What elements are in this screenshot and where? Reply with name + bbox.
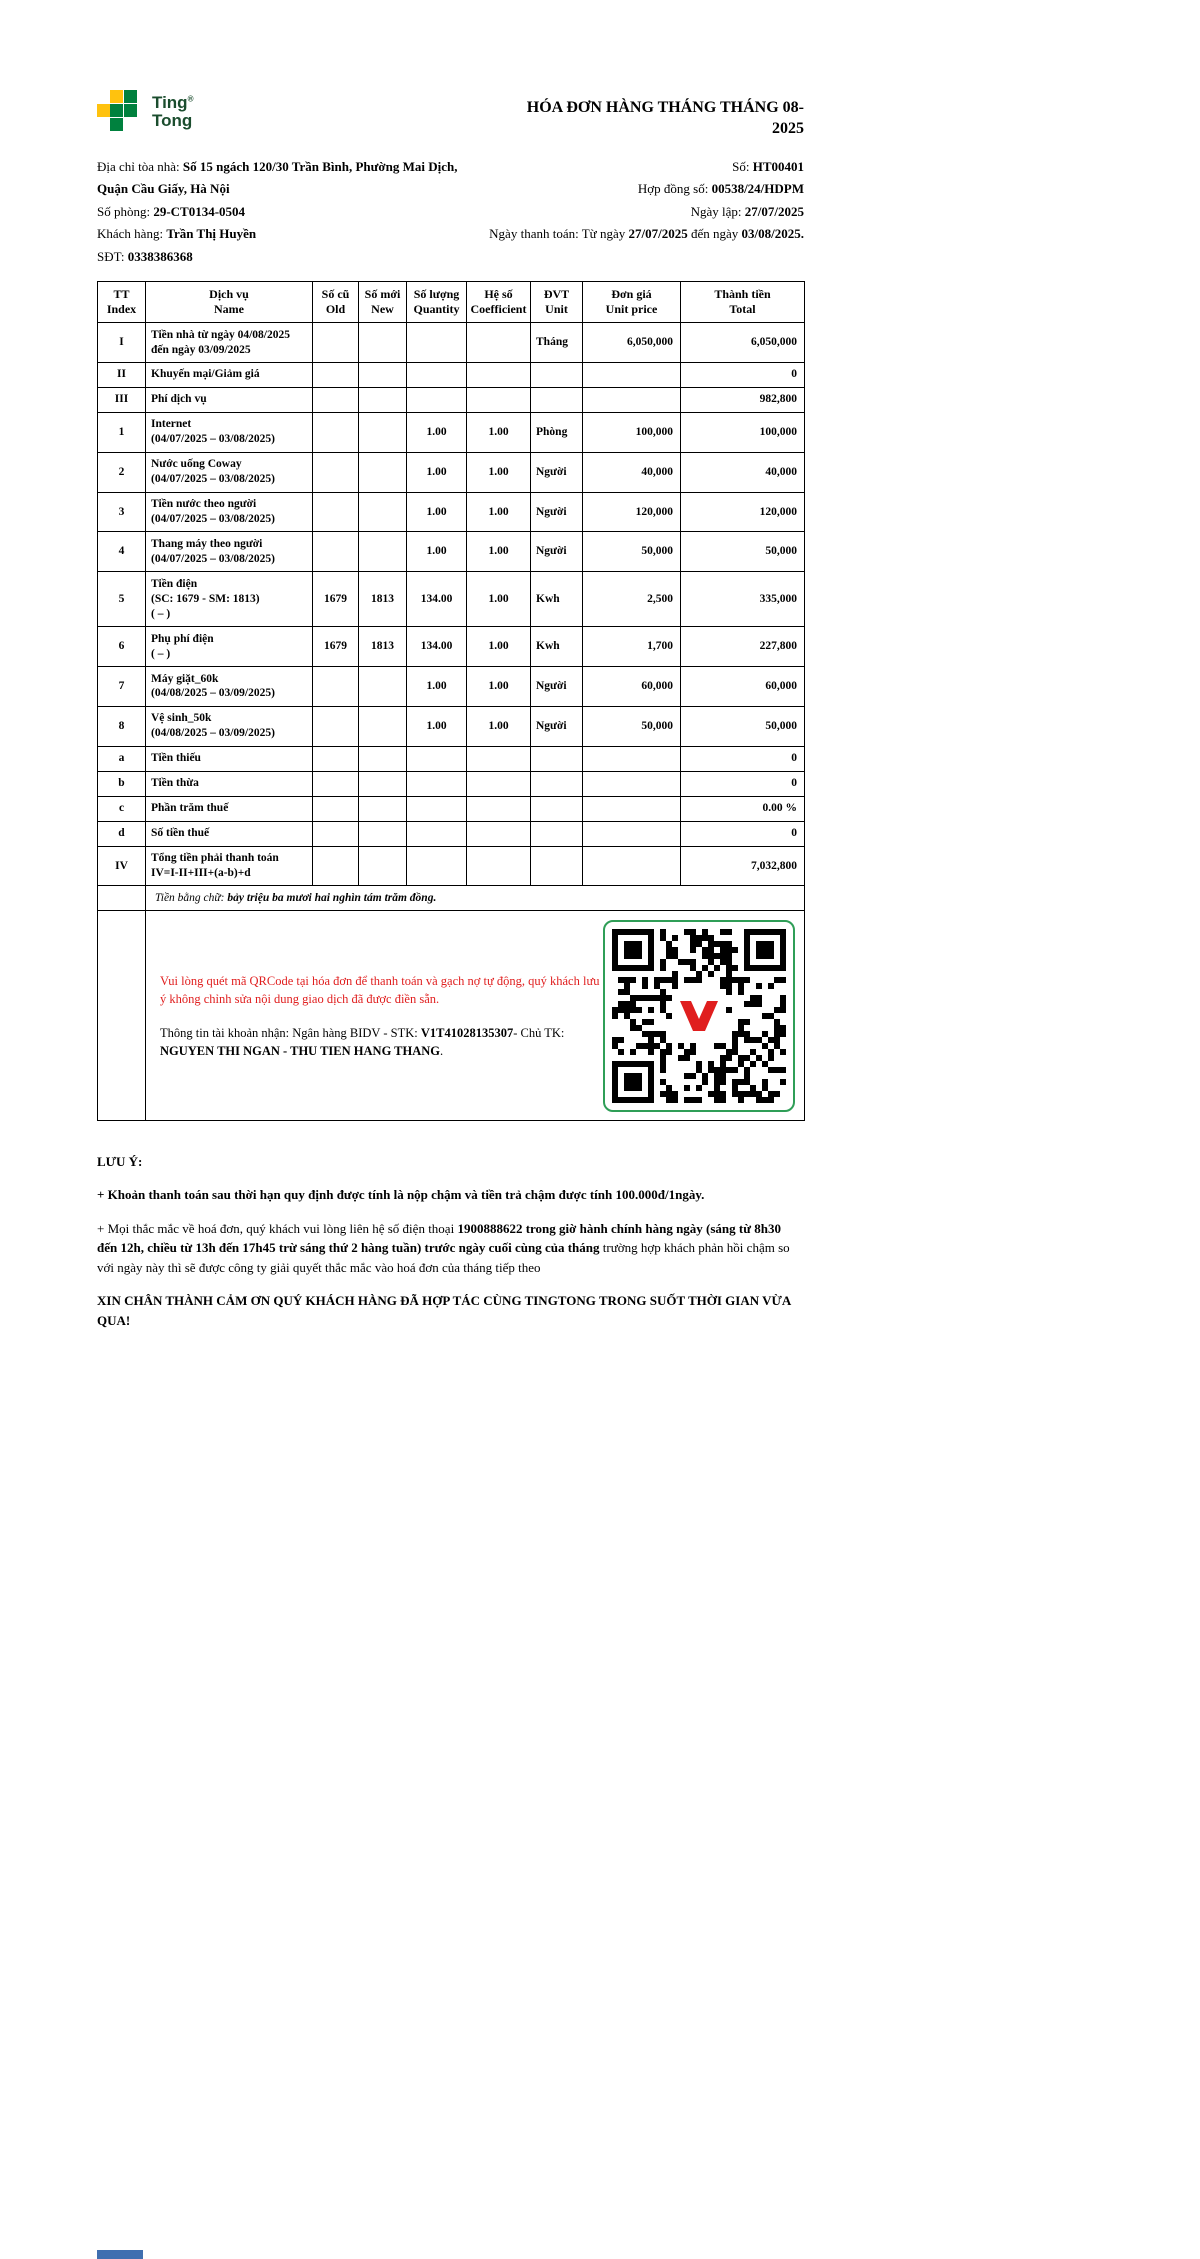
cell-total: 50,000: [681, 706, 805, 746]
cell-total: 40,000: [681, 452, 805, 492]
cell-total: 0: [681, 362, 805, 387]
cell-new-reading: [359, 362, 407, 387]
column-header: Đơn giá Unit price: [583, 282, 681, 323]
cell-unit: [531, 771, 583, 796]
cell-coefficient: 1.00: [467, 572, 531, 627]
cell-old-reading: [313, 492, 359, 532]
cell-quantity: [407, 771, 467, 796]
cell-service-name: Khuyến mại/Giảm giá: [146, 362, 313, 387]
cell-unit-price: 50,000: [583, 532, 681, 572]
cell-unit-price: [583, 387, 681, 412]
cell-total: 982,800: [681, 387, 805, 412]
cell-unit-price: [583, 846, 681, 886]
invoice-table-body: [98, 323, 805, 886]
cell-old-reading: [313, 706, 359, 746]
cell-row-index: 6: [98, 627, 146, 667]
cell-unit: Người: [531, 532, 583, 572]
cell-total: 120,000: [681, 492, 805, 532]
table-row: [98, 362, 805, 387]
brand-logo-icon: [97, 90, 143, 134]
cell-service-name: Tiền nhà từ ngày 04/08/2025 đến ngày 03/09/2025: [146, 323, 313, 363]
qr-row: [98, 911, 805, 1121]
cell-service-name: Tiền thiếu: [146, 746, 313, 771]
cell-new-reading: [359, 492, 407, 532]
invoice-meta-text: Số: HT00401: [732, 158, 804, 174]
cell-unit: Người: [531, 667, 583, 707]
cell-unit-price: [583, 821, 681, 846]
invoice-table: [97, 281, 805, 1121]
header-info-line: [97, 246, 804, 269]
invoice-info: [97, 156, 804, 269]
cell-total: 335,000: [681, 572, 805, 627]
cell-total: 60,000: [681, 667, 805, 707]
cell-old-reading: [313, 452, 359, 492]
notes-heading: LƯU Ý:: [97, 1154, 143, 1170]
cell-total: 6,050,000: [681, 323, 805, 363]
column-header: Hệ số Coefficient: [467, 282, 531, 323]
cell-old-reading: [313, 362, 359, 387]
cell-old-reading: [313, 846, 359, 886]
table-row: [98, 706, 805, 746]
table-row: [98, 492, 805, 532]
invoice-page: [97, 90, 804, 1344]
cell-quantity: 1.00: [407, 412, 467, 452]
cell-row-index: d: [98, 821, 146, 846]
cell-quantity: 134.00: [407, 627, 467, 667]
cell-coefficient: 1.00: [467, 412, 531, 452]
header-info-line: [97, 223, 804, 246]
invoice-meta-text: Hợp đồng số: 00538/24/HDPM: [637, 181, 804, 197]
cell-row-index: a: [98, 746, 146, 771]
brand-name-bottom: Tong: [152, 111, 193, 130]
table-row: [98, 796, 805, 821]
cell-unit: [531, 746, 583, 771]
cell-service-name: Phần trăm thuế: [146, 796, 313, 821]
cell-service-name: Tiền điện (SC: 1679 - SM: 1813) ( – ): [146, 572, 313, 627]
column-header: Thành tiền Total: [681, 282, 805, 323]
cell-new-reading: [359, 771, 407, 796]
cell-total: 0.00 %: [681, 796, 805, 821]
cell-service-name: Internet (04/07/2025 – 03/08/2025): [146, 412, 313, 452]
invoice-title: HÓA ĐƠN HÀNG THÁNG THÁNG 08-2025: [526, 99, 804, 137]
cell-row-index: 3: [98, 492, 146, 532]
cell-row-index: IV: [98, 846, 146, 886]
cell-coefficient: 1.00: [467, 627, 531, 667]
customer-info-text: Số phòng: 29-CT0134-0504: [97, 203, 246, 219]
column-header: ĐVT Unit: [531, 282, 583, 323]
cell-quantity: [407, 746, 467, 771]
page-header: [97, 90, 804, 140]
cell-unit: [531, 846, 583, 886]
cell-unit: Người: [531, 492, 583, 532]
cell-coefficient: [467, 746, 531, 771]
cell-quantity: [407, 362, 467, 387]
cell-unit: Người: [531, 452, 583, 492]
notes-paragraphs: [97, 1185, 804, 1330]
table-row: [98, 627, 805, 667]
table-row: [98, 323, 805, 363]
cell-unit-price: 2,500: [583, 572, 681, 627]
cell-quantity: 1.00: [407, 452, 467, 492]
amount-in-words-row: [98, 886, 805, 911]
cell-row-index: I: [98, 323, 146, 363]
cell-new-reading: [359, 706, 407, 746]
note-paragraph: + Mọi thắc mắc về hoá đơn, quý khách vui lòng liên hệ số điện thoại 1900888622 trong giờ hành chính hàng ngày (sáng từ 8h30 đến 12h, chiều từ 13h đến 17h45 trừ sáng thứ 2 hàng tuần) trước ngày cuối cùng của tháng trường hợp khách phản hồi chậm so với ngày này thì sẽ được công ty giải quyết thắc mắc vào hoá đơn của tháng tiếp theo: [97, 1220, 790, 1275]
cell-new-reading: [359, 667, 407, 707]
cell-new-reading: [359, 412, 407, 452]
cell-service-name: Tiền nước theo người (04/07/2025 – 03/08/2025): [146, 492, 313, 532]
cell-row-index: III: [98, 387, 146, 412]
cell-new-reading: [359, 846, 407, 886]
cell-unit-price: [583, 362, 681, 387]
cell-old-reading: [313, 412, 359, 452]
cell-unit-price: [583, 746, 681, 771]
header-info-line: [97, 201, 804, 224]
cell-service-name: Số tiền thuế: [146, 821, 313, 846]
column-header: Dịch vụ Name: [146, 282, 313, 323]
cell-new-reading: 1813: [359, 627, 407, 667]
cell-quantity: 1.00: [407, 667, 467, 707]
cell-row-index: [98, 886, 146, 911]
cell-total: 0: [681, 821, 805, 846]
cell-row-index: 8: [98, 706, 146, 746]
cell-unit: Người: [531, 706, 583, 746]
cell-service-name: Thang máy theo người (04/07/2025 – 03/08/2025): [146, 532, 313, 572]
cell-new-reading: [359, 452, 407, 492]
header-info-line: [97, 178, 804, 201]
table-row: [98, 412, 805, 452]
cell-quantity: [407, 387, 467, 412]
cell-unit: Kwh: [531, 572, 583, 627]
cell-unit-price: [583, 796, 681, 821]
cell-coefficient: [467, 821, 531, 846]
cell-coefficient: 1.00: [467, 452, 531, 492]
cell-coefficient: [467, 846, 531, 886]
cell-unit-price: 60,000: [583, 667, 681, 707]
cell-total: 100,000: [681, 412, 805, 452]
table-row: [98, 746, 805, 771]
registered-mark: ®: [187, 94, 194, 104]
invoice-table-footer: [98, 886, 805, 1121]
cell-total: 7,032,800: [681, 846, 805, 886]
cell-row-index: II: [98, 362, 146, 387]
cell-old-reading: [313, 532, 359, 572]
cell-new-reading: [359, 821, 407, 846]
note-paragraph: XIN CHÂN THÀNH CẢM ƠN QUÝ KHÁCH HÀNG ĐÃ HỢP TÁC CÙNG TINGTONG TRONG SUỐT THỜI GIAN VỪA QUA!: [97, 1293, 791, 1328]
qr-instructions: [155, 972, 600, 1061]
cell-new-reading: [359, 323, 407, 363]
table-row: [98, 846, 805, 886]
brand-logo: [97, 90, 193, 134]
cell-unit-price: 120,000: [583, 492, 681, 532]
note-paragraph: + Khoản thanh toán sau thời hạn quy định được tính là nộp chậm và tiền trả chậm được tính 100.000đ/1ngày.: [97, 1187, 705, 1203]
cell-new-reading: [359, 532, 407, 572]
cell-quantity: 1.00: [407, 706, 467, 746]
cell-service-name: Phí dịch vụ: [146, 387, 313, 412]
header-info-line: [97, 156, 804, 179]
cell-old-reading: [313, 667, 359, 707]
cell-row-index: 1: [98, 412, 146, 452]
cell-quantity: 1.00: [407, 492, 467, 532]
table-row: [98, 387, 805, 412]
cell-service-name: Nước uống Coway (04/07/2025 – 03/08/2025): [146, 452, 313, 492]
cell-quantity: 1.00: [407, 532, 467, 572]
cell-service-name: Phụ phí điện ( – ): [146, 627, 313, 667]
cell-total: 0: [681, 771, 805, 796]
cell-unit: Tháng: [531, 323, 583, 363]
qr-cell: [146, 911, 805, 1121]
cell-row-index: c: [98, 796, 146, 821]
cell-quantity: [407, 796, 467, 821]
table-row: [98, 452, 805, 492]
cell-unit: Kwh: [531, 627, 583, 667]
cell-row-index: 2: [98, 452, 146, 492]
cell-coefficient: [467, 771, 531, 796]
cell-old-reading: [313, 387, 359, 412]
cell-old-reading: [313, 796, 359, 821]
qr-code: [603, 920, 795, 1112]
customer-info-text: Địa chỉ tòa nhà: Số 15 ngách 120/30 Trần Bình, Phường Mai Dịch,: [97, 158, 458, 174]
cell-unit: [531, 362, 583, 387]
cell-coefficient: [467, 362, 531, 387]
cell-unit-price: 50,000: [583, 706, 681, 746]
cell-old-reading: [313, 323, 359, 363]
cell-unit-price: [583, 771, 681, 796]
cell-coefficient: [467, 796, 531, 821]
brand-name-top: Ting: [152, 93, 188, 113]
cell-new-reading: [359, 387, 407, 412]
customer-info-text: Quận Cầu Giấy, Hà Nội: [97, 181, 230, 197]
cell-unit: [531, 387, 583, 412]
cell-unit: [531, 796, 583, 821]
table-row: [98, 821, 805, 846]
cell-new-reading: [359, 796, 407, 821]
invoice-table-header-row: [98, 282, 805, 323]
account-info: Thông tin tài khoản nhận: Ngân hàng BIDV - STK: V1T41028135307- Chủ TK: NGUYEN THI NGAN - THU TIEN HANG THANG.: [160, 1025, 565, 1058]
amount-in-words: Tiền bằng chữ: bảy triệu ba mươi hai nghìn tám trăm đồng.: [146, 886, 805, 911]
column-header: Số lượng Quantity: [407, 282, 467, 323]
invoice-meta-text: Ngày thanh toán: Từ ngày 27/07/2025 đến ngày 03/08/2025.: [489, 226, 804, 242]
cell-coefficient: 1.00: [467, 706, 531, 746]
customer-info-text: Khách hàng: Trần Thị Huyền: [97, 226, 257, 242]
cell-total: 50,000: [681, 532, 805, 572]
notes-section: [97, 1154, 804, 1330]
cell-unit-price: 40,000: [583, 452, 681, 492]
cell-unit: Phòng: [531, 412, 583, 452]
table-row: [98, 667, 805, 707]
cell-quantity: 134.00: [407, 572, 467, 627]
cell-row-index: 4: [98, 532, 146, 572]
cell-row-index: b: [98, 771, 146, 796]
qr-notice: Vui lòng quét mã QRCode tại hóa đơn để thanh toán và gạch nợ tự động, quý khách lưu ý không chỉnh sửa nội dung giao dịch đã được điền sẵn.: [160, 973, 600, 1006]
cell-unit-price: 6,050,000: [583, 323, 681, 363]
cell-service-name: Máy giặt_60k (04/08/2025 – 03/09/2025): [146, 667, 313, 707]
cell-coefficient: [467, 323, 531, 363]
cell-old-reading: 1679: [313, 627, 359, 667]
invoice-meta-text: Ngày lập: 27/07/2025: [690, 203, 804, 219]
cell-coefficient: [467, 387, 531, 412]
cell-service-name: Vệ sinh_50k (04/08/2025 – 03/09/2025): [146, 706, 313, 746]
cell-total: 227,800: [681, 627, 805, 667]
cell-new-reading: [359, 746, 407, 771]
column-header: TT Index: [98, 282, 146, 323]
customer-info-text: SĐT: 0338386368: [97, 248, 193, 264]
table-row: [98, 532, 805, 572]
cell-unit: [531, 821, 583, 846]
cell-unit-price: 1,700: [583, 627, 681, 667]
brand-name: [152, 94, 193, 130]
cell-coefficient: 1.00: [467, 667, 531, 707]
cell-coefficient: 1.00: [467, 532, 531, 572]
cell-quantity: [407, 846, 467, 886]
cell-old-reading: 1679: [313, 572, 359, 627]
table-row: [98, 771, 805, 796]
cell-service-name: Tiền thừa: [146, 771, 313, 796]
cell-quantity: [407, 323, 467, 363]
cell-row-index: 7: [98, 667, 146, 707]
cell-old-reading: [313, 746, 359, 771]
cell-unit-price: 100,000: [583, 412, 681, 452]
column-header: Số cũ Old: [313, 282, 359, 323]
cell-coefficient: 1.00: [467, 492, 531, 532]
cell-service-name: Tổng tiền phải thanh toán IV=I-II+III+(a-b)+d: [146, 846, 313, 886]
cell-row-index: 5: [98, 572, 146, 627]
cell-quantity: [407, 821, 467, 846]
cell-total: 0: [681, 746, 805, 771]
column-header: Số mới New: [359, 282, 407, 323]
next-page-fragment: [97, 2250, 143, 2259]
cell-new-reading: 1813: [359, 572, 407, 627]
cell-row-index: [98, 911, 146, 1121]
cell-old-reading: [313, 771, 359, 796]
cell-old-reading: [313, 821, 359, 846]
table-row: [98, 572, 805, 627]
invoice-table-head: [98, 282, 805, 323]
